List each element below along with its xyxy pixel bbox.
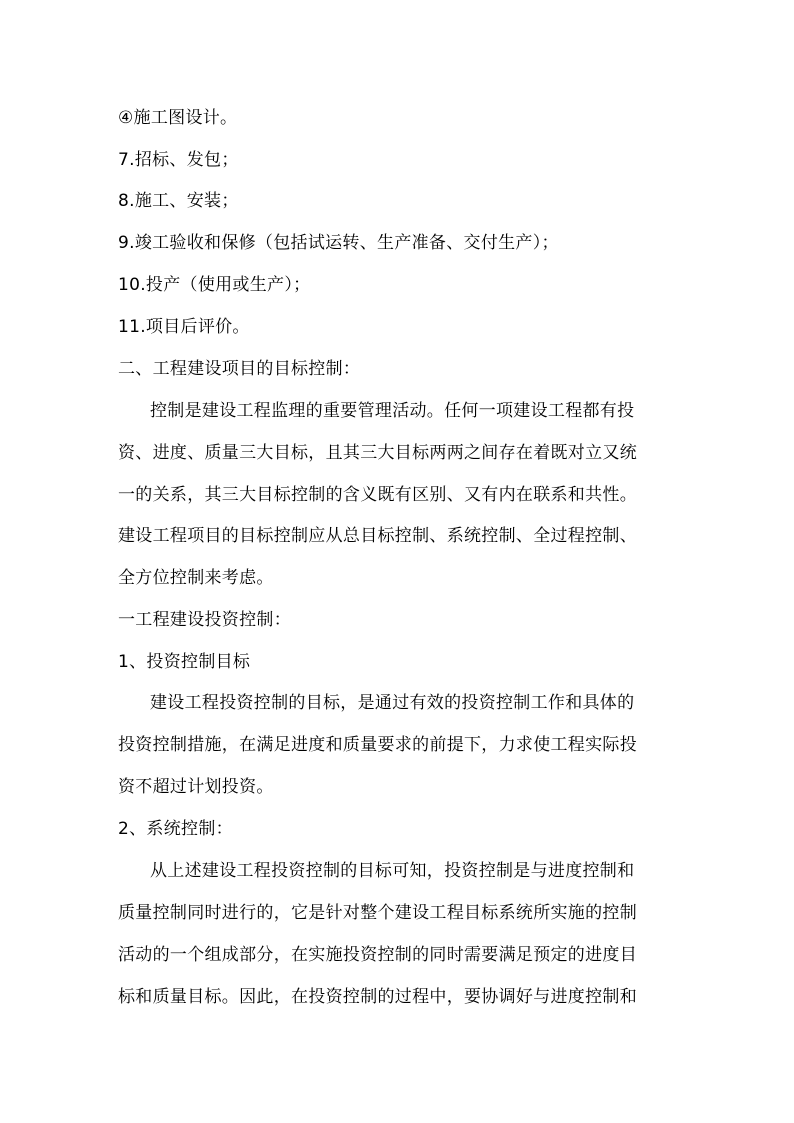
list-item-acceptance: 9.竣工验收和保修（包括试运转、生产准备、交付生产）； [118,233,559,253]
paragraph-line: 资、进度、质量三大目标，且其三大目标两两之间存在着既对立又统 [118,443,637,463]
section-heading-objective-control: 二、工程建设项目的目标控制： [118,359,361,379]
paragraph-line: 一的关系，其三大目标控制的含义既有区别、又有内在联系和共性。 [118,485,637,505]
paragraph-line: 活动的一个组成部分，在实施投资控制的同时需要满足预定的进度目 [118,945,637,965]
subheading-system-control: 2、系统控制： [118,819,233,839]
list-item-production: 10.投产（使用或生产）； [118,275,311,295]
paragraph-line: 建设工程投资控制的目标，是通过有效的投资控制工作和具体的 [150,693,635,713]
list-item-construction-drawing-design: ④施工图设计。 [118,108,238,128]
paragraph-line: 全方位控制来考虑。 [118,568,274,588]
list-item-post-evaluation: 11.项目后评价。 [118,317,250,337]
paragraph-line: 投资控制措施，在满足进度和质量要求的前提下，力求使工程实际投 [118,735,637,755]
paragraph-line: 资不超过计划投资。 [118,777,274,797]
paragraph-line: 标和质量目标。因此，在投资控制的过程中，要协调好与进度控制和 [118,987,637,1007]
list-item-tender: 7.招标、发包； [118,150,239,170]
section-heading-investment-control: 一工程建设投资控制： [118,610,291,630]
paragraph-line: 建设工程项目的目标控制应从总目标控制、系统控制、全过程控制、 [118,526,637,546]
subheading-investment-target: 1、投资控制目标 [118,652,251,672]
paragraph-line: 质量控制同时进行的，它是针对整个建设工程目标系统所实施的控制 [118,903,637,923]
list-item-construction-install: 8.施工、安装； [118,191,239,211]
paragraph-line: 从上述建设工程投资控制的目标可知，投资控制是与进度控制和 [150,861,635,881]
paragraph-line: 控制是建设工程监理的重要管理活动。任何一项建设工程都有投 [150,401,635,421]
